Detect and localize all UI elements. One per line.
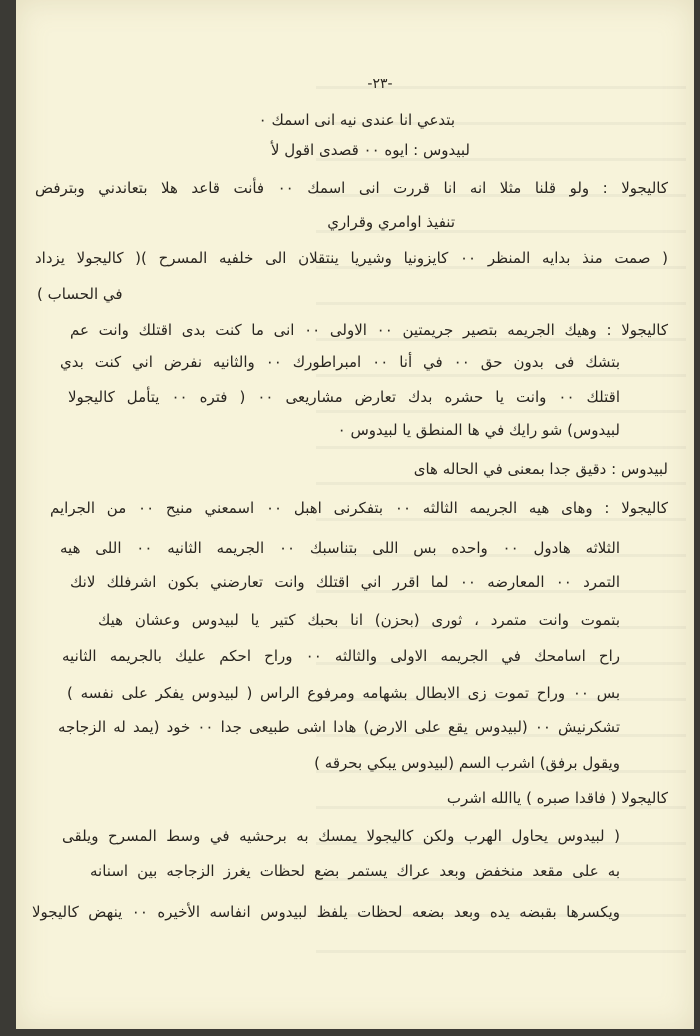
- text-line: ( لبيدوس يحاول الهرب ولكن كاليجولا يمسك به برحشيه في وسط المسرح ويلقى: [62, 827, 620, 845]
- text-line: التمرد ٠٠ المعارضه ٠٠ لما اقرر اني اقتلك وانت تعارضني بكون اشرفلك لانك: [70, 573, 620, 591]
- text-line: ويكسرها بقبضه يده وبعد بضعه لحظات يلفظ لبيدوس انفاسه الأخيره ٠٠ ينهض كاليجولا: [32, 903, 620, 921]
- text-line: اقتلك ٠٠ وانت يا حشره بدك تعارض مشاريعى ٠٠ ( فتره ٠٠ يتأمل كاليجولا: [68, 388, 621, 406]
- text-line: كاليجولا : ولو قلنا مثلا انه انا قررت انى اسمك ٠٠ فأنت قاعد هلا بتعاندني وبترفض: [35, 179, 668, 197]
- text-line: بس ٠٠ وراح تموت زى الابطال بشهامه ومرفوع الراس ( لبيدوس يفكر على نفسه ): [67, 684, 620, 702]
- text-line: ويقول برفق) اشرب السم (لبيدوس يبكي بحرقه ): [314, 754, 620, 772]
- text-line: في الحساب ): [37, 285, 123, 303]
- text-line: تنفيذ اوامري وقراري: [327, 213, 455, 231]
- text-line: تشكرنيش ٠٠ (لبيدوس يقع على الارض) هادا اشى طبيعى جدا ٠٠ خود (يمد له الزجاجه: [58, 718, 620, 736]
- text-line: كاليجولا : وهاى هيه الجريمه الثالثه ٠٠ بتفكرنى اهبل ٠٠ اسمعني منيح ٠٠ من الجرايم: [50, 499, 669, 517]
- text-line: كاليجولا ( فاقدا صبره ) ياالله اشرب: [446, 789, 668, 807]
- text-line: به على مقعد منخفض وبعد عراك يستمر بضع لحظات يغرز الزجاجه بين اسنانه: [90, 862, 620, 880]
- text-line: الثلاثه هادول ٠٠ واحده بس اللى بتناسبك ٠٠ الجريمه الثانيه ٠٠ اللى هيه: [60, 539, 620, 557]
- text-line: بتشك فى بدون حق ٠٠ في أنا ٠٠ امبراطورك ٠٠ والثانيه نفرض اني كنت بدي: [60, 353, 621, 371]
- page-number: -٢٣-: [367, 76, 393, 92]
- text-line: راح اسامحك في الجريمه الاولى والثالثه ٠٠ وراح احكم عليك بالجريمه الثانيه: [62, 647, 620, 665]
- text-line: بتدعي انا عندى نيه انى اسمك ٠: [258, 111, 455, 129]
- text-line: بتموت وانت متمرد ، ثورى (بحزن) انا بحبك كتير يا لبيدوس وعشان هيك: [98, 611, 620, 629]
- text-line: كاليجولا : وهيك الجريمه بتصير جريمتين ٠٠ الاولى ٠٠ انى ما كنت بدى اقتلك وانت عم: [70, 321, 668, 339]
- text-line: لبيدوس : دقيق جدا بمعنى في الحاله هاى: [413, 460, 668, 478]
- text-line: لبيدوس) شو رايك في ها المنطق يا لبيدوس ٠: [337, 421, 620, 439]
- text-line: لبيدوس : ايوه ٠٠ قصدى اقول لأ: [270, 141, 470, 159]
- text-line: ( صمت منذ بدايه المنظر ٠٠ كايزونيا وشيريا ينتقلان الى خلفيه المسرح )( كاليجولا يزداد: [35, 249, 669, 267]
